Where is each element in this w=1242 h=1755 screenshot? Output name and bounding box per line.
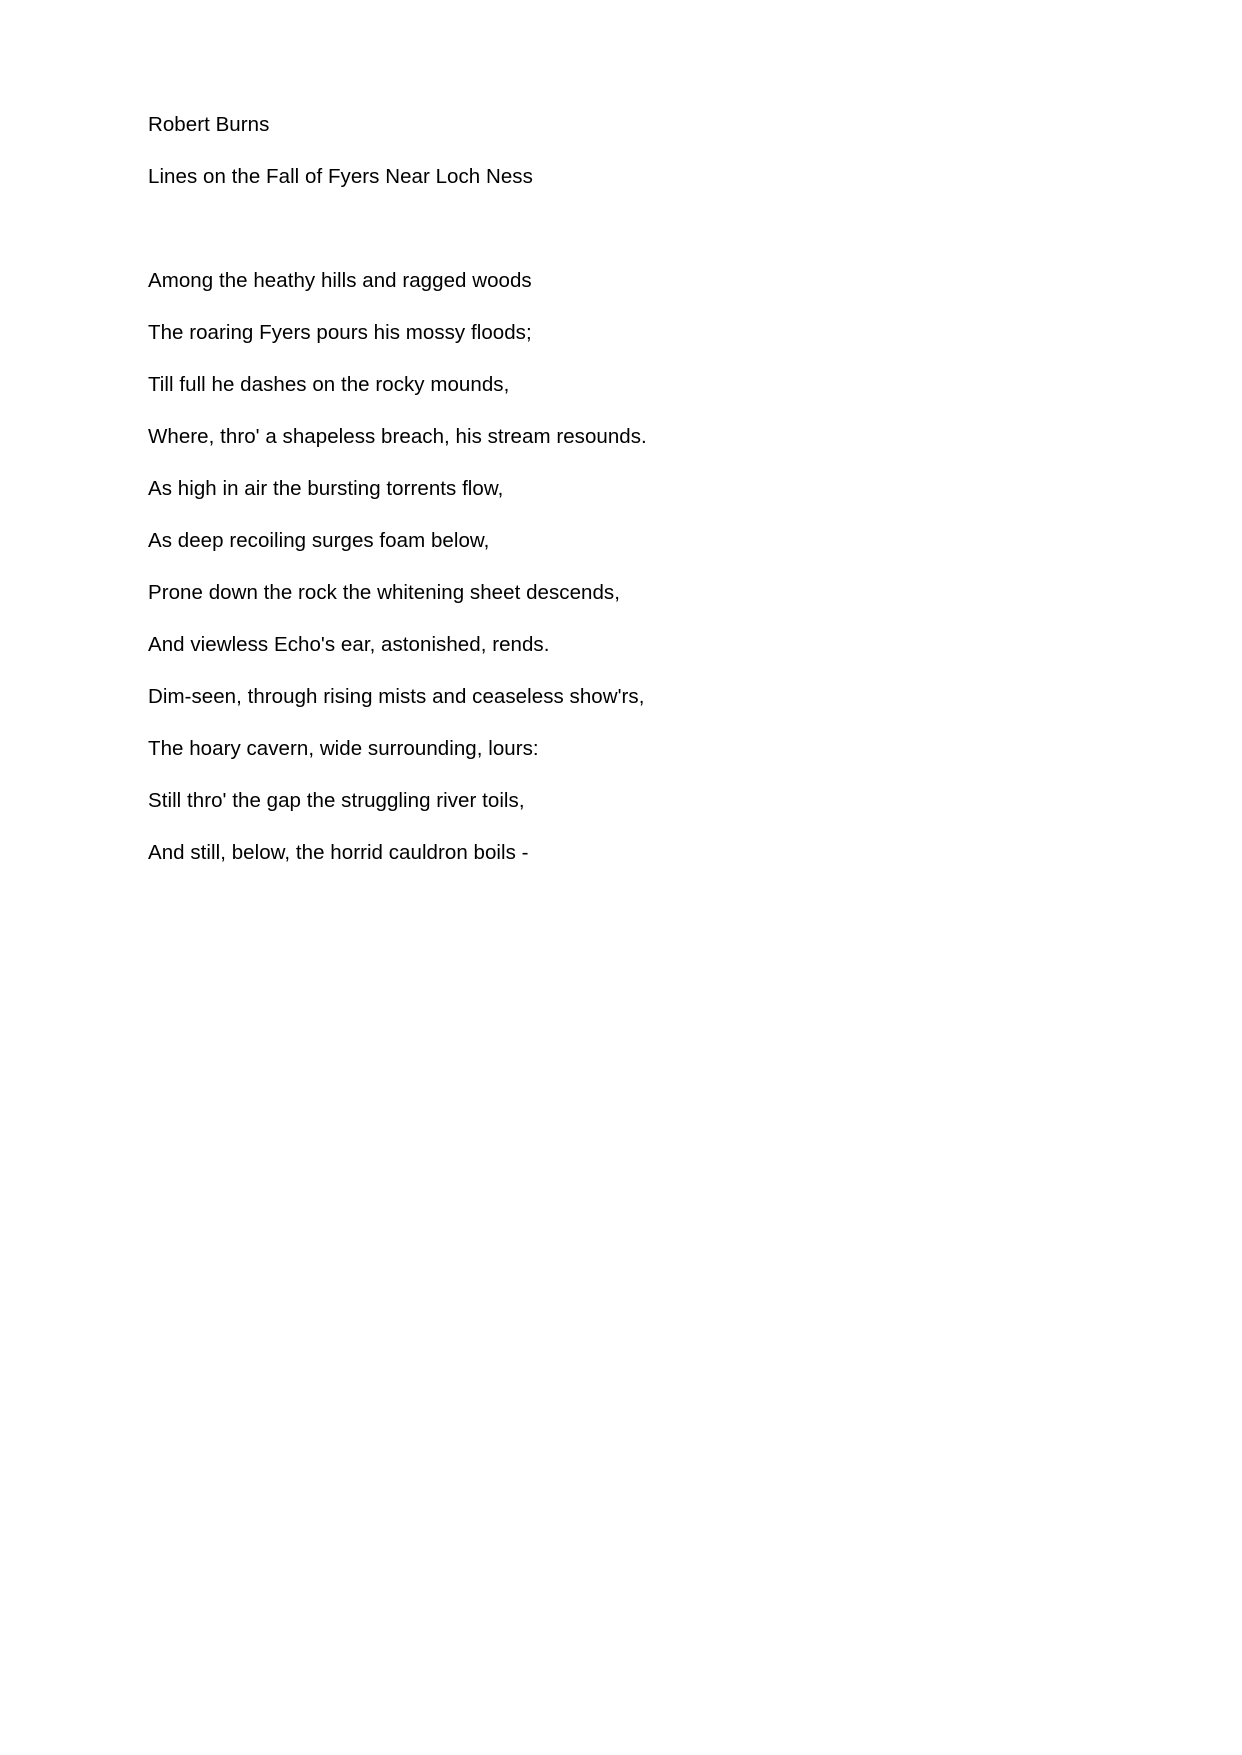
verse-line: The hoary cavern, wide surrounding, lours: [148, 737, 539, 760]
author-name: Robert Burns [148, 113, 270, 136]
verse-line: And still, below, the horrid cauldron boils - [148, 841, 529, 864]
verse-line: Still thro' the gap the struggling river toils, [148, 789, 525, 812]
verse-line: As high in air the bursting torrents flow, [148, 477, 504, 500]
verse-line: The roaring Fyers pours his mossy floods; [148, 321, 532, 344]
verse-line: Dim-seen, through rising mists and ceaseless show'rs, [148, 685, 645, 708]
poem-title: Lines on the Fall of Fyers Near Loch Ness [148, 165, 533, 188]
spacer [148, 216, 1128, 268]
verse-line: And viewless Echo's ear, astonished, rends. [148, 633, 550, 656]
verse-line: As deep recoiling surges foam below, [148, 529, 490, 552]
document-body [148, 112, 1128, 892]
verse-line: Where, thro' a shapeless breach, his stream resounds. [148, 425, 647, 448]
poem-verses [148, 268, 1128, 866]
verse-line: Among the heathy hills and ragged woods [148, 269, 532, 292]
verse-line: Prone down the rock the whitening sheet descends, [148, 581, 620, 604]
verse-line: Till full he dashes on the rocky mounds, [148, 373, 510, 396]
